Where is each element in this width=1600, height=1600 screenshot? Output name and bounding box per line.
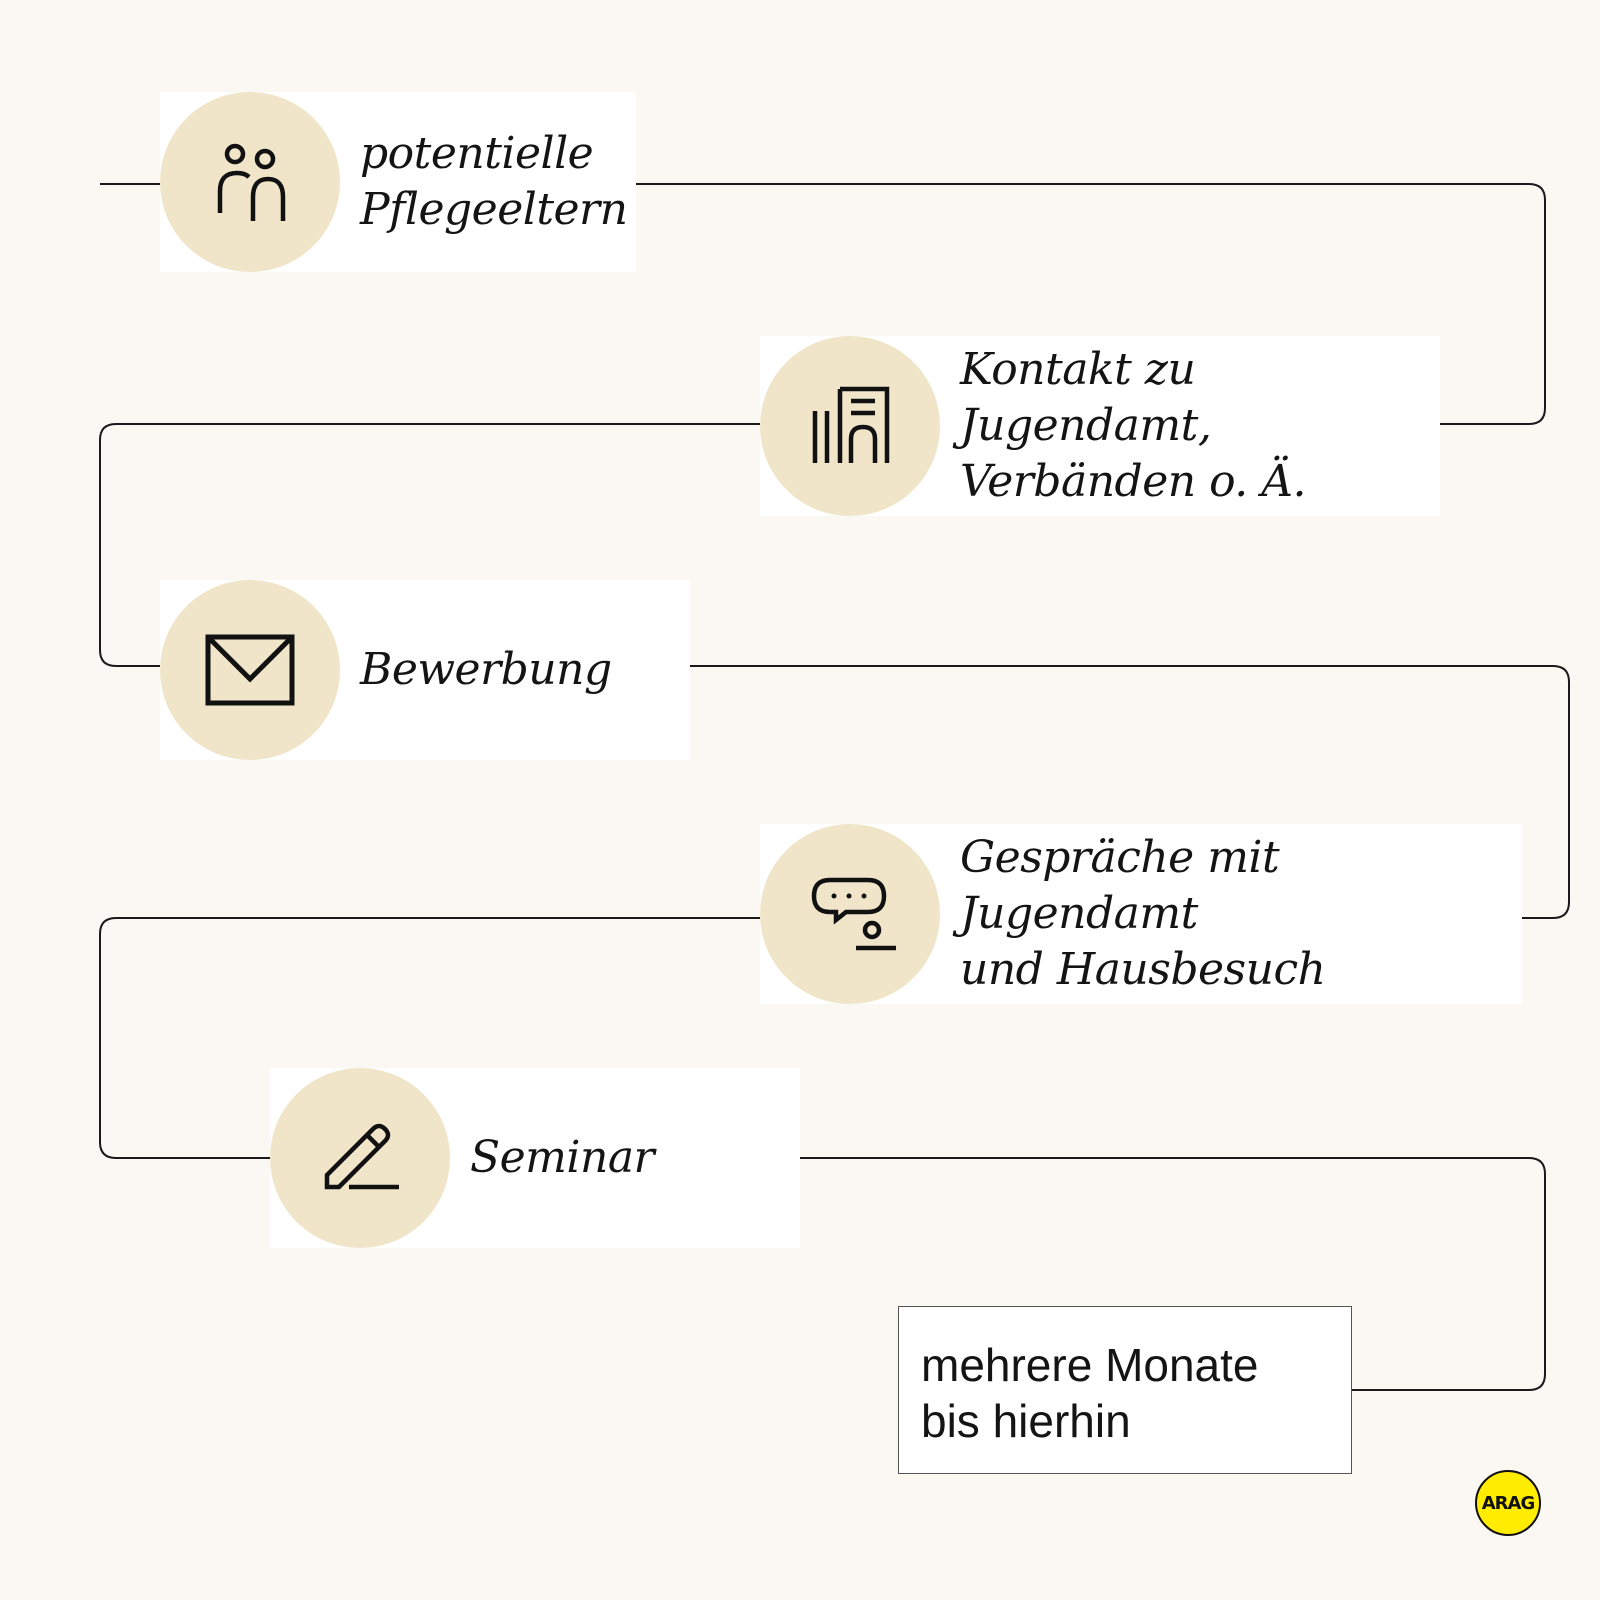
- building-icon: [805, 381, 895, 471]
- step-label: potentielle Pflegeeltern: [360, 128, 628, 235]
- step-label: Gespräche mit Jugendamt und Hausbesuch: [960, 832, 1326, 995]
- step-icon-circle: [270, 1068, 450, 1248]
- step-potentielle-pflegeeltern: [160, 92, 636, 272]
- step-kontakt-jugendamt: [760, 336, 1440, 516]
- people-icon: [205, 137, 295, 227]
- step-label: Kontakt zu Jugendamt, Verbänden o. Ä.: [960, 344, 1307, 507]
- step-bewerbung: [160, 580, 690, 760]
- step-seminar: [270, 1068, 800, 1248]
- envelope-icon: [200, 625, 300, 715]
- speech-bubble-icon: [802, 866, 898, 962]
- step-gespraeche-hausbesuch: [760, 824, 1522, 1004]
- step-icon-circle: [160, 92, 340, 272]
- step-icon-circle: [160, 580, 340, 760]
- pencil-icon: [315, 1113, 405, 1203]
- arag-logo: ARAG: [1475, 1470, 1541, 1536]
- step-label: Seminar: [470, 1132, 655, 1183]
- step-label: Bewerbung: [360, 644, 612, 695]
- summary-box: mehrere Monate bis hierhin: [898, 1306, 1352, 1474]
- step-icon-circle: [760, 336, 940, 516]
- step-icon-circle: [760, 824, 940, 1004]
